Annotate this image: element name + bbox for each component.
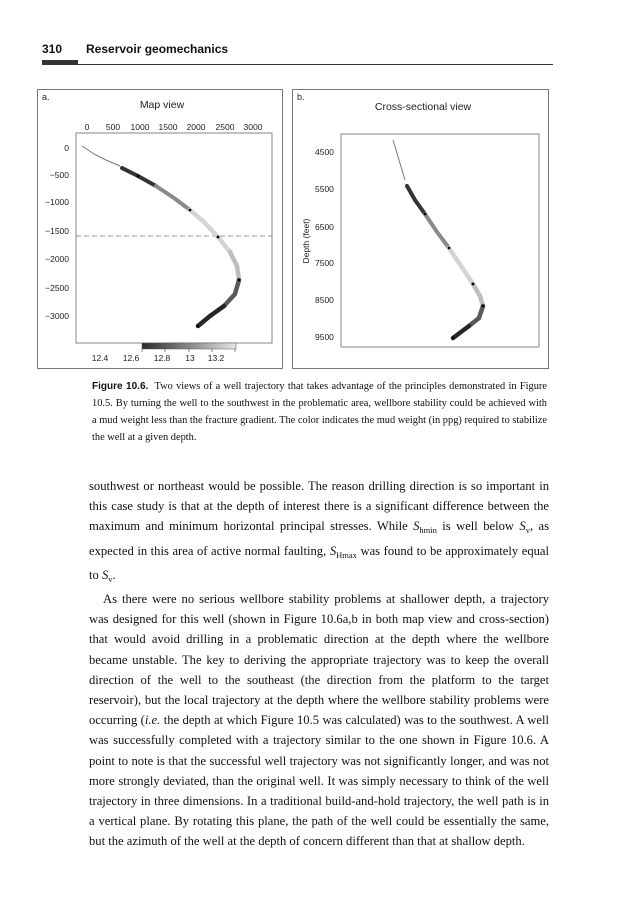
running-title: Reservoir geomechanics [86, 42, 229, 56]
x-tick-3000: 3000 [243, 122, 263, 132]
symbol-letter: S [101, 567, 109, 582]
page-number: 310 [42, 42, 63, 56]
trajectory-seg-6 [453, 326, 469, 338]
symbol-letter: S [329, 543, 337, 558]
y-tick-1000: −1000 [45, 197, 69, 207]
para1-text-3: , as expected in this area of active normal faulting, [89, 519, 549, 558]
symbol-subscript: v [108, 573, 113, 584]
survey-point [448, 247, 451, 250]
symbol-subscript: hmin [419, 525, 437, 536]
x-tick-1000: 1000 [130, 122, 150, 132]
trajectory-seg-5 [469, 306, 483, 326]
y-tick-2000: −2000 [45, 254, 69, 264]
survey-point [482, 305, 485, 308]
body-text [89, 476, 549, 852]
running-header [42, 42, 553, 68]
x-tick-2500: 2500 [215, 122, 235, 132]
symbol-subscript: Hmax [336, 549, 357, 560]
symbol-s-hmax [330, 544, 357, 558]
trajectory-seg-2 [425, 214, 449, 248]
depth-axis-label: Depth (feet) [301, 218, 311, 264]
trajectory-seg-4 [473, 284, 483, 306]
figure-panel-b [292, 89, 549, 369]
depth-tick-6500: 6500 [315, 222, 334, 232]
trajectory-seg-3 [449, 248, 473, 284]
cross-section-trajectory [393, 140, 484, 339]
depth-tick-8500: 8500 [315, 295, 334, 305]
symbol-s-v [102, 568, 113, 582]
figure-caption [92, 378, 547, 446]
depth-tick-5500: 5500 [315, 184, 334, 194]
x-tick-500: 500 [105, 122, 121, 132]
caption-label: Figure 10.6. [92, 381, 149, 392]
symbol-letter: S [519, 519, 526, 534]
x-tick-0: 0 [84, 122, 90, 132]
survey-point [238, 279, 241, 282]
colorbar-ticks [92, 349, 235, 363]
map-trajectory [82, 146, 240, 327]
survey-point [472, 283, 475, 286]
paragraph-1 [89, 476, 549, 589]
trajectory-shallow [393, 140, 405, 180]
colorbar [142, 343, 236, 349]
trajectory-seg-2 [156, 186, 190, 210]
cross-plot-frame [341, 134, 539, 347]
panel-b-title: Cross-sectional view [374, 101, 472, 113]
header-rule [42, 64, 553, 65]
para2-text-1: As there were no serious wellbore stability problems at shallower depth, a trajectory was designed for this well (shown in Figure 10.6a,b in both map view and cross-section) that would avoid drilling in a problematic direction at the depth where the wellbore became unstable. The key to deriving the appropriate trajectory was to keep the overall direction of the well to the southeast (the direction from the platform to the target reservoir), but the local trajectory at the depth where the wellbore stability problems were occurring ( [89, 592, 549, 728]
depth-tick-7500: 7500 [315, 258, 334, 268]
trajectory-seg-1 [407, 186, 425, 214]
x-tick-2000: 2000 [186, 122, 206, 132]
ie-abbreviation: i.e. [144, 713, 161, 728]
trajectory-seg-4 [230, 252, 239, 280]
survey-point [217, 236, 220, 239]
y-tick-500: −500 [49, 170, 69, 180]
depth-tick-9500: 9500 [315, 332, 334, 342]
symbol-letter: S [413, 519, 420, 534]
cross-section-chart [293, 90, 548, 368]
trajectory-seg-6 [198, 306, 224, 326]
survey-point [452, 337, 455, 340]
survey-point [424, 213, 427, 216]
colorbar-tick-12-4: 12.4 [91, 353, 109, 363]
symbol-subscript: v [525, 525, 530, 536]
survey-point [197, 325, 200, 328]
trajectory-seg-1 [122, 168, 156, 186]
y-tick-labels [45, 143, 69, 321]
x-tick-1500: 1500 [158, 122, 178, 132]
colorbar-tick-12-8: 12.8 [153, 353, 171, 363]
symbol-s-v [519, 519, 530, 536]
trajectory-seg-5 [224, 280, 239, 306]
depth-tick-labels [315, 147, 334, 342]
y-tick-2500: −2500 [45, 283, 69, 293]
panel-b-label: b. [297, 92, 305, 102]
colorbar-tick-13: 13 [185, 353, 195, 363]
depth-tick-4500: 4500 [315, 147, 334, 157]
map-view-chart [38, 90, 282, 368]
colorbar-tick-12-6: 12.6 [122, 353, 140, 363]
figure-panel-a [37, 89, 283, 369]
symbol-s-hmin [413, 519, 437, 536]
panel-a-label: a. [42, 92, 50, 102]
para1-text-1: southwest or northeast would be possible. The reason drilling direction is so important in this case study is that at the depth of interest there is a significant difference between the maximum and minimum horizontal principal stresses. While [89, 479, 549, 534]
paragraph-2 [89, 589, 549, 852]
panel-a-title: Map view [139, 99, 185, 111]
map-plot-frame [76, 133, 272, 343]
y-tick-3000: −3000 [45, 311, 69, 321]
trajectory-shallow [82, 146, 120, 166]
colorbar-tick-13-2: 13.2 [207, 353, 225, 363]
para1-text-2: is well below [436, 519, 520, 534]
y-tick-1500: −1500 [45, 226, 69, 236]
trajectory-seg-3 [190, 210, 230, 252]
para1-text-5: . [112, 567, 116, 582]
x-tick-labels [85, 122, 263, 132]
y-tick-0: 0 [64, 143, 69, 153]
survey-point [189, 209, 192, 212]
para2-text-2: the depth at which Figure 10.5 was calculated) was to the southwest. A well was successfully completed with a trajectory similar to the one shown in Figure 10.6. A point to note is that the successful well trajectory was not significantly longer, and was not more strongly deviated, than the original well. It was simply necessary to think of the well trajectory in three dimensions. In a traditional build-and-hold trajectory, the well path is in a vertical plane. By rotating this plane, the path of the well could be essentially the same, but the azimuth of the well at the depth of concern different than that at shallow depth. [89, 713, 549, 849]
para1-text-4: was found to be approximately equal to [89, 543, 549, 582]
survey-point [137, 175, 140, 178]
caption-text: Two views of a well trajectory that takes advantage of the principles demonstrated in Figure 10.5. By turning the well to the southwest in the problematic area, wellbore stability could be achieved with a mud weight less than the fracture gradient. The color indicates the mud weight (in ppg) required to stabilize the well at a given depth. [92, 381, 548, 443]
